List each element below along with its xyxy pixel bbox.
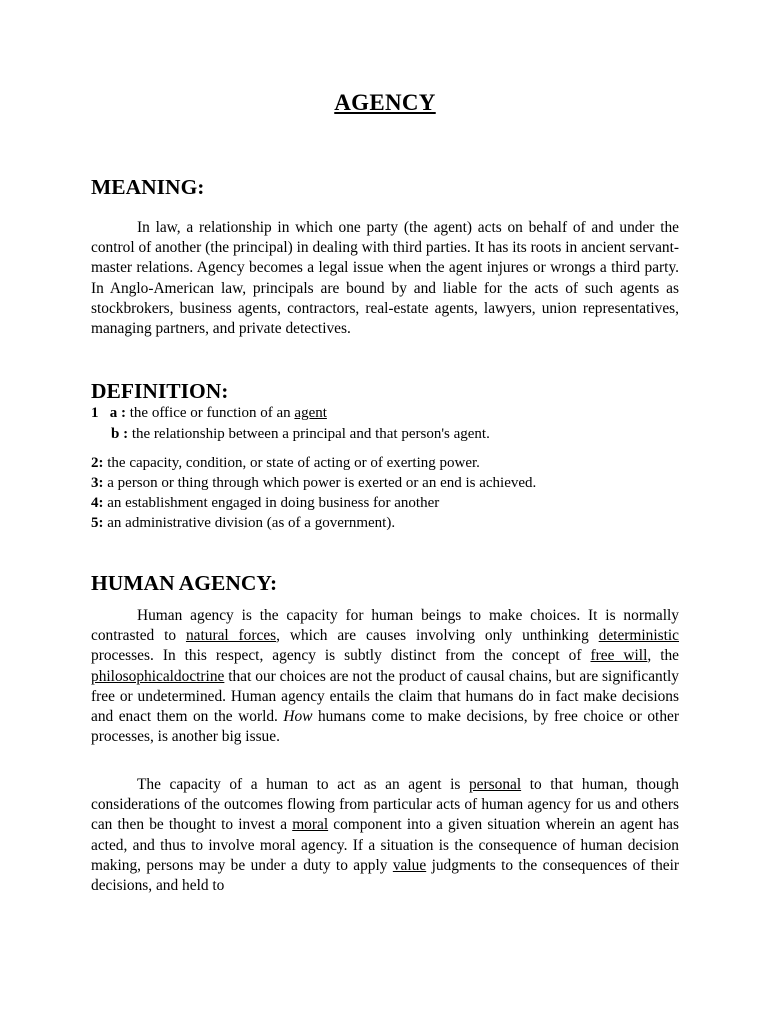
meaning-heading: MEANING: xyxy=(91,175,205,199)
text-run: The capacity of a human to act as an agent is xyxy=(137,776,469,793)
meaning-paragraph: In law, a relationship in which one party (the agent) acts on behalf of and under the control of another (the principal) in dealing with third parties. It has its roots in ancient servant-master relations. Agency becomes a legal issue when the agent injures or wrongs a third party. In Anglo-American law, principals are bound by and liable for the acts of such agents as stockbrokers, business agents, contractors, real-estate agents, lawyers, union representatives, managing partners, and private detectives. xyxy=(91,219,679,338)
text-run: Human agency is the capacity for human beings to make choices. It is normally contrasted to xyxy=(91,607,679,645)
free-will-link[interactable]: free will xyxy=(590,647,648,665)
definition-1a-text: the office or function of an xyxy=(126,405,295,421)
text-run: , which are causes involving only unthinking xyxy=(276,627,599,645)
definition-3-label: 3: xyxy=(91,475,104,491)
text-run: to that human, though considerations of the outcomes flowing from particular acts of human agency for us and others can then be thought to invest a xyxy=(91,776,679,834)
natural-forces-link[interactable]: natural forces xyxy=(185,627,277,645)
definition-heading: DEFINITION: xyxy=(91,379,229,403)
definition-5-text: an administrative division (as of a government). xyxy=(103,515,396,531)
text-run: component into a given situation wherein an agent has acted, and thus to involve moral agency. If a situation is the consequence of human decision making, persons may be under a duty to apply xyxy=(91,816,679,874)
text-run: that our choices are not the product of causal chains, but are significantly free or undetermined. Human agency entails the claim that humans do in fact make decisions and enact them on the world. xyxy=(91,667,679,726)
text-run: humans come to make decisions, by free choice or other processes, is another big issue. xyxy=(91,708,679,746)
definition-2-text: the capacity, condition, or state of acting or of exerting power. xyxy=(103,455,480,471)
definition-1-number: 1 xyxy=(91,405,99,421)
how-emphasis: How xyxy=(283,708,313,726)
definition-1a-label: a : xyxy=(109,405,126,421)
text-run: processes. In this respect, agency is subtly distinct from the concept of xyxy=(91,647,591,665)
definition-1b xyxy=(111,426,490,443)
definition-1b-text: the relationship between a principal and that person's agent. xyxy=(128,426,490,442)
definition-1b-label: b : xyxy=(111,426,129,442)
human-agency-paragraph-2 xyxy=(91,775,679,896)
personal-link[interactable]: personal xyxy=(468,776,522,793)
text-run: judgments to the consequences of their decisions, and held to xyxy=(91,856,679,895)
human-agency-heading: HUMAN AGENCY: xyxy=(91,571,278,595)
definition-3 xyxy=(91,475,536,492)
page-title: AGENCY xyxy=(334,90,436,115)
human-agency-paragraph-1 xyxy=(91,606,679,747)
definition-4 xyxy=(91,495,439,512)
definition-2-label: 2: xyxy=(91,455,104,471)
agent-link[interactable]: agent xyxy=(294,405,327,421)
philosophical-doctrine-link[interactable]: philosophicaldoctrine xyxy=(91,667,225,685)
text-run: , the xyxy=(647,647,680,665)
definition-1a xyxy=(91,405,327,422)
definition-2 xyxy=(91,455,480,472)
deterministic-link[interactable]: deterministic xyxy=(598,627,680,645)
definition-3-text: a person or thing through which power is exerted or an end is achieved. xyxy=(103,475,537,491)
definition-4-text: an establishment engaged in doing business for another xyxy=(103,495,440,511)
value-link[interactable]: value xyxy=(392,856,427,874)
definition-5-label: 5: xyxy=(91,515,104,531)
definition-4-label: 4: xyxy=(91,495,104,511)
moral-link[interactable]: moral xyxy=(292,816,329,834)
definition-5 xyxy=(91,515,395,532)
